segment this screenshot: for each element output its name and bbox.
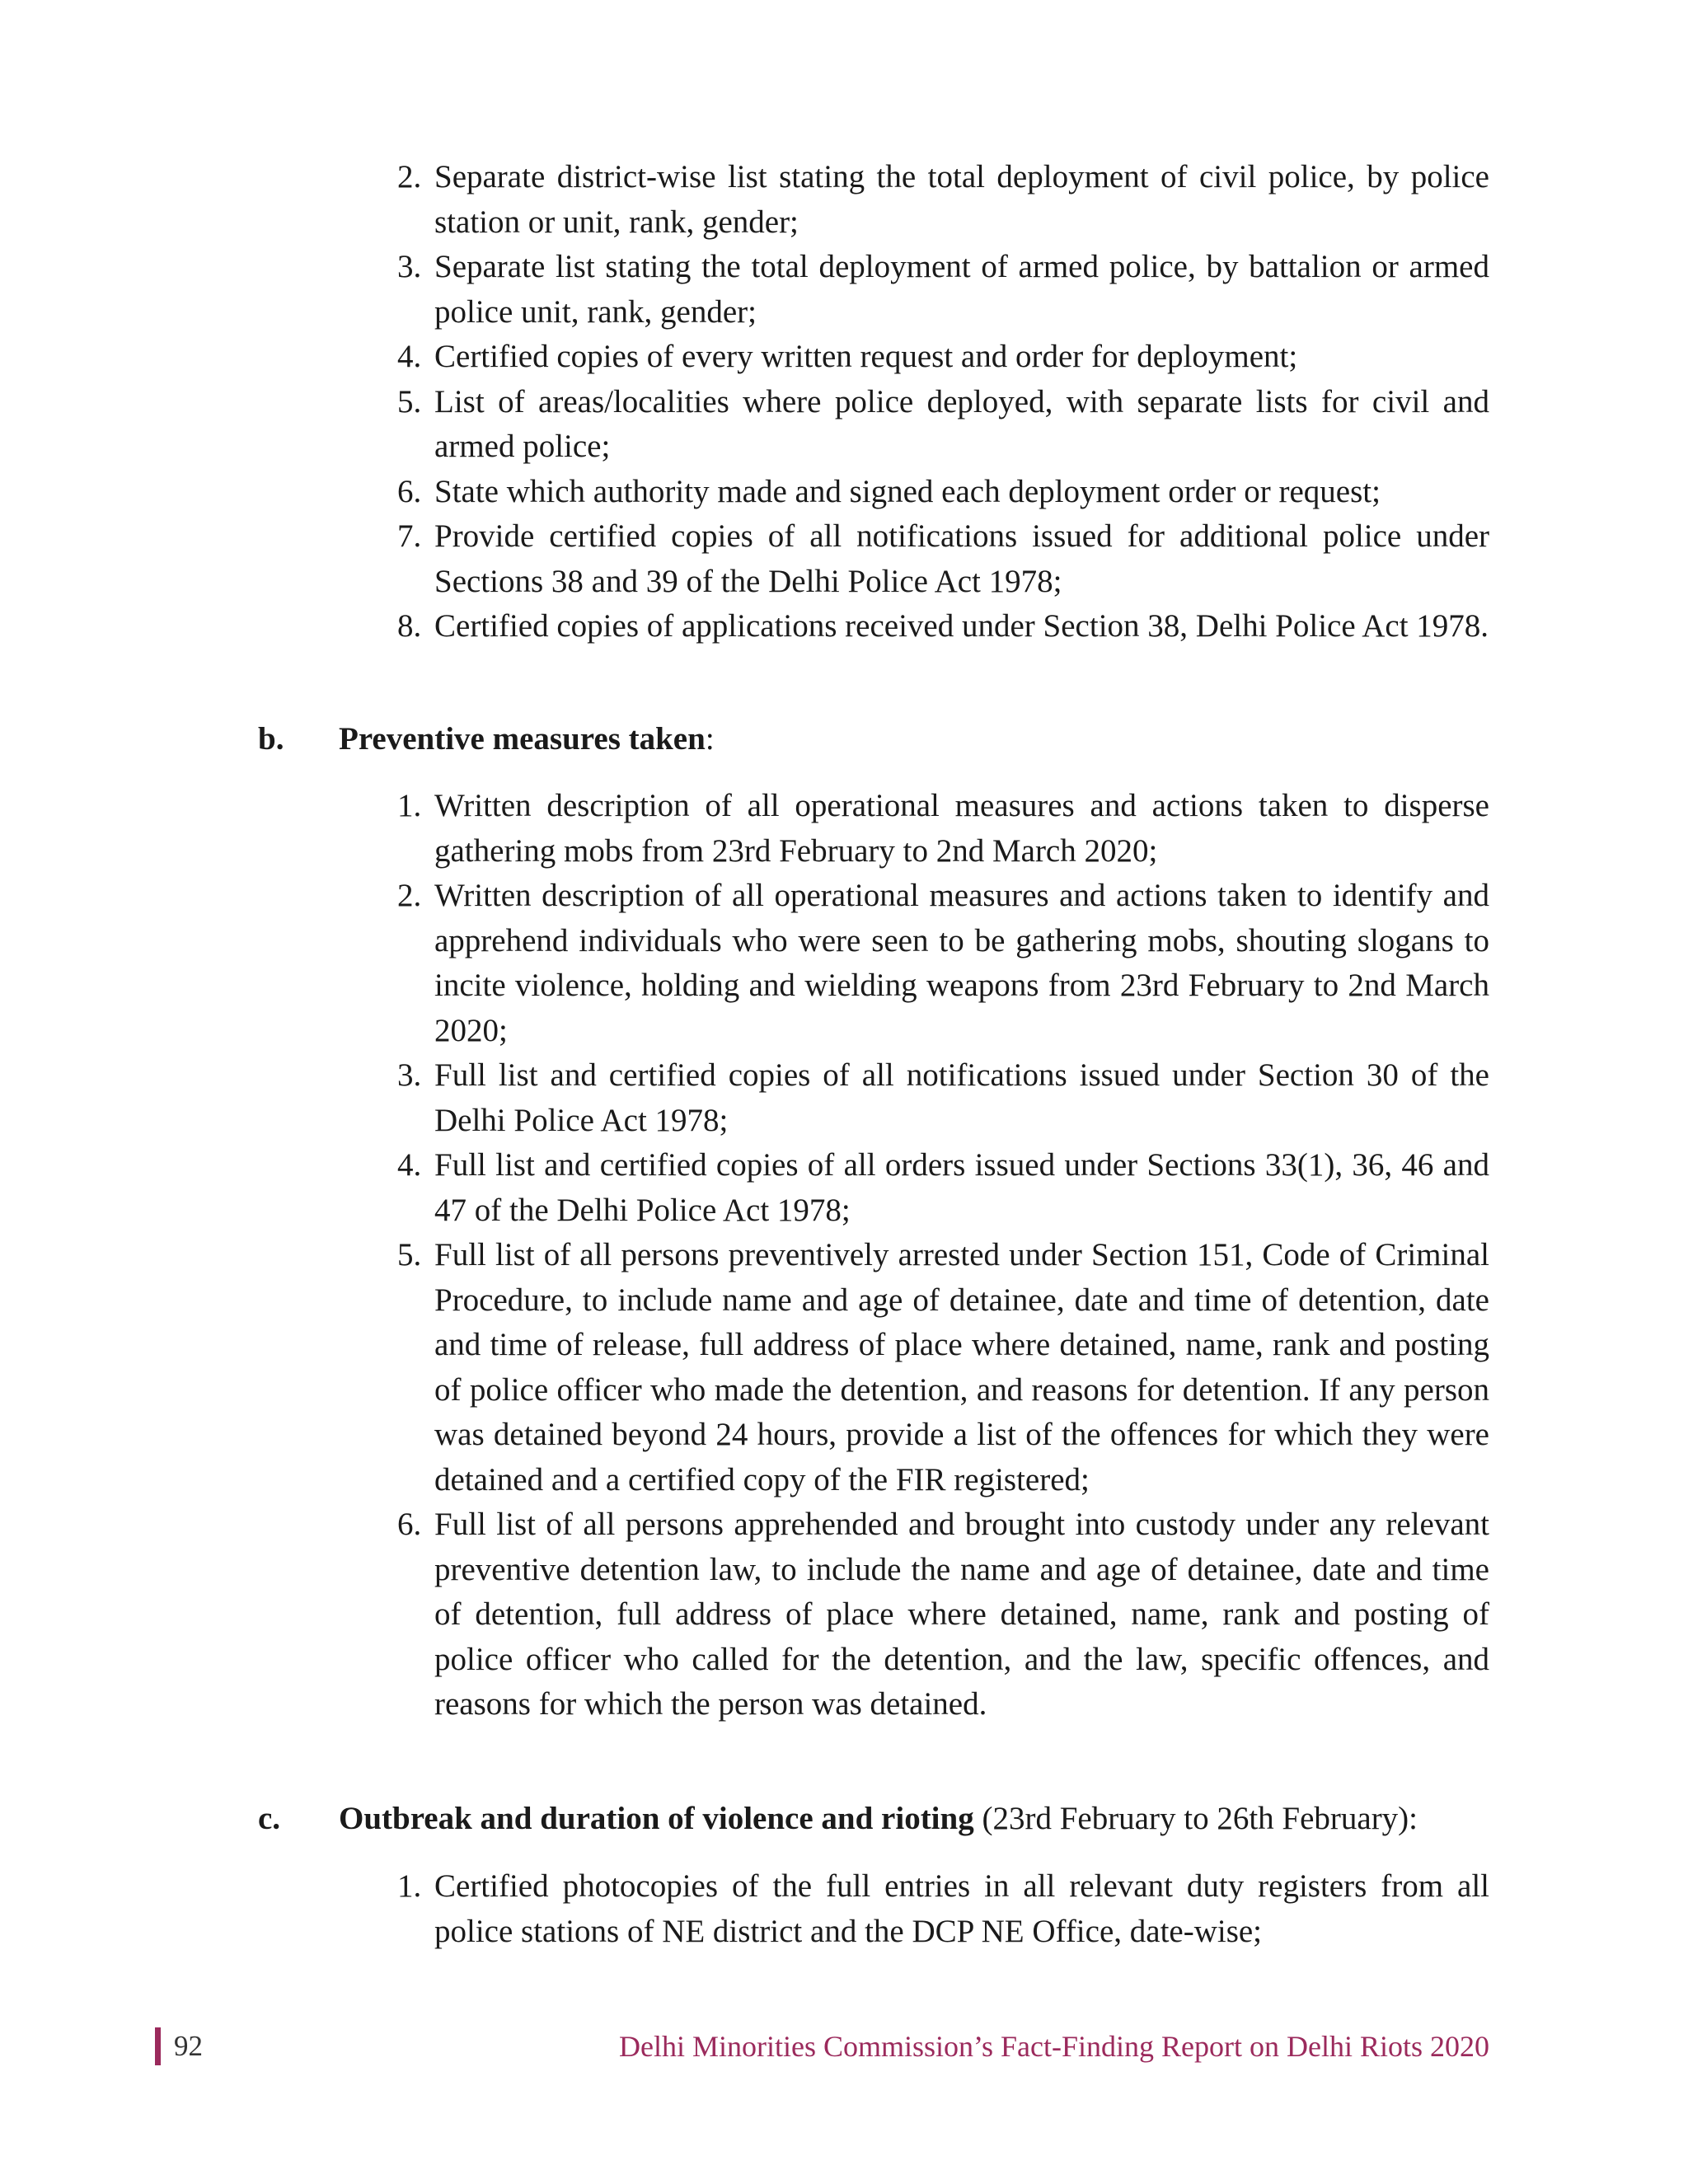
page-number: 92	[174, 2030, 203, 2062]
list-item-number: 2.	[397, 159, 422, 194]
list-item	[338, 1502, 1489, 1727]
footer-left	[155, 2027, 203, 2065]
section-heading-b	[258, 717, 1489, 762]
list-item-text: Full list and certified copies of all orders issued under Sections 33(1), 36, 46 and 47 of the Delhi Police Act 1978;	[434, 1147, 1489, 1228]
list-item-number: 5.	[397, 383, 422, 419]
list-item-number: 5.	[397, 1237, 422, 1272]
section-letter: c.	[258, 1801, 281, 1836]
section-title-bold: Outbreak and duration of violence and rioting	[339, 1801, 974, 1836]
list-item-text: Full list of all persons apprehended and brought into custody under any relevant preventive detention law, to include the name and age of detainee, date and time of detention, full address of place where detained, name, rank and posting of police officer who called for the detention, and the law, specific offences, and reasons for which the person was detained.	[434, 1507, 1489, 1722]
list-item	[338, 1053, 1489, 1143]
list-item-number: 6.	[397, 1507, 422, 1542]
list-item-number: 3.	[397, 249, 422, 284]
list-item-text: List of areas/localities where police deployed, with separate lists for civil and armed police;	[434, 383, 1489, 464]
list-item	[338, 1143, 1489, 1233]
list-item	[338, 874, 1489, 1053]
list-item-text: Separate district-wise list stating the total deployment of civil police, by police station or unit, rank, gender;	[434, 159, 1489, 240]
section-title	[339, 1797, 1489, 1841]
list-item-number: 3.	[397, 1057, 422, 1093]
section-title-rest: (23rd February to 26th February):	[973, 1801, 1418, 1836]
list-item-text: Written description of all operational measures and actions taken to disperse gathering mobs from 23rd February to 2nd March 2020;	[434, 788, 1489, 869]
deployment-list	[338, 155, 1489, 649]
footer-accent-bar	[155, 2027, 161, 2065]
running-title: Delhi Minorities Commission’s Fact-Finding Report on Delhi Riots 2020	[618, 2030, 1489, 2063]
section-heading-c	[258, 1797, 1489, 1841]
list-item	[338, 245, 1489, 335]
section-title	[339, 717, 1489, 762]
list-item-number: 1.	[397, 1868, 422, 1904]
list-item-number: 2.	[397, 878, 422, 913]
list-item-number: 4.	[397, 1147, 422, 1183]
list-item-number: 6.	[397, 473, 422, 509]
list-item	[338, 380, 1489, 470]
list-item-number: 4.	[397, 339, 422, 374]
list-item	[338, 604, 1489, 649]
page-footer	[155, 2026, 1489, 2067]
list-item-number: 8.	[397, 608, 422, 644]
list-item	[338, 1233, 1489, 1502]
list-item	[338, 155, 1489, 245]
list-item-text: Certified copies of every written request and order for deployment;	[434, 339, 1298, 374]
list-item	[338, 1864, 1489, 1954]
list-item-number: 1.	[397, 788, 422, 823]
list-item-text: Provide certified copies of all notifications issued for additional police under Sections 38 and 39 of the Delhi Police Act 1978;	[434, 518, 1489, 599]
section-title-rest: :	[705, 721, 715, 757]
list-item	[338, 470, 1489, 515]
list-item-text: Full list and certified copies of all notifications issued under Section 30 of the Delhi Police Act 1978;	[434, 1057, 1489, 1138]
violence-rioting-list	[338, 1864, 1489, 1954]
preventive-measures-list	[338, 784, 1489, 1727]
list-item-text: Written description of all operational measures and actions taken to identify and apprehend individuals who were seen to be gathering mobs, shouting slogans to incite violence, holding and wielding weapons from 23rd February to 2nd March 2020;	[434, 878, 1489, 1048]
list-item	[338, 514, 1489, 604]
list-item-number: 7.	[397, 518, 422, 554]
section-title-bold: Preventive measures taken	[339, 721, 706, 757]
list-item	[338, 335, 1489, 380]
list-item-text: Certified copies of applications received under Section 38, Delhi Police Act 1978.	[434, 608, 1489, 644]
list-item-text: Certified photocopies of the full entries in all relevant duty registers from all police stations of NE district and the DCP NE Office, date-wise;	[434, 1868, 1489, 1949]
list-item-text: Separate list stating the total deployment of armed police, by battalion or armed police unit, rank, gender;	[434, 249, 1489, 330]
section-letter: b.	[258, 721, 284, 757]
list-item-text: State which authority made and signed each deployment order or request;	[434, 473, 1381, 509]
list-item-text: Full list of all persons preventively arrested under Section 151, Code of Criminal Procedure, to include name and age of detainee, date and time of detention, date and time of release, full address of place where detained, name, rank and posting of police officer who made the detention, and reasons for detention. If any person was detained beyond 24 hours, provide a list of the offences for which they were detained and a certified copy of the FIR registered;	[434, 1237, 1489, 1497]
list-item	[338, 784, 1489, 874]
